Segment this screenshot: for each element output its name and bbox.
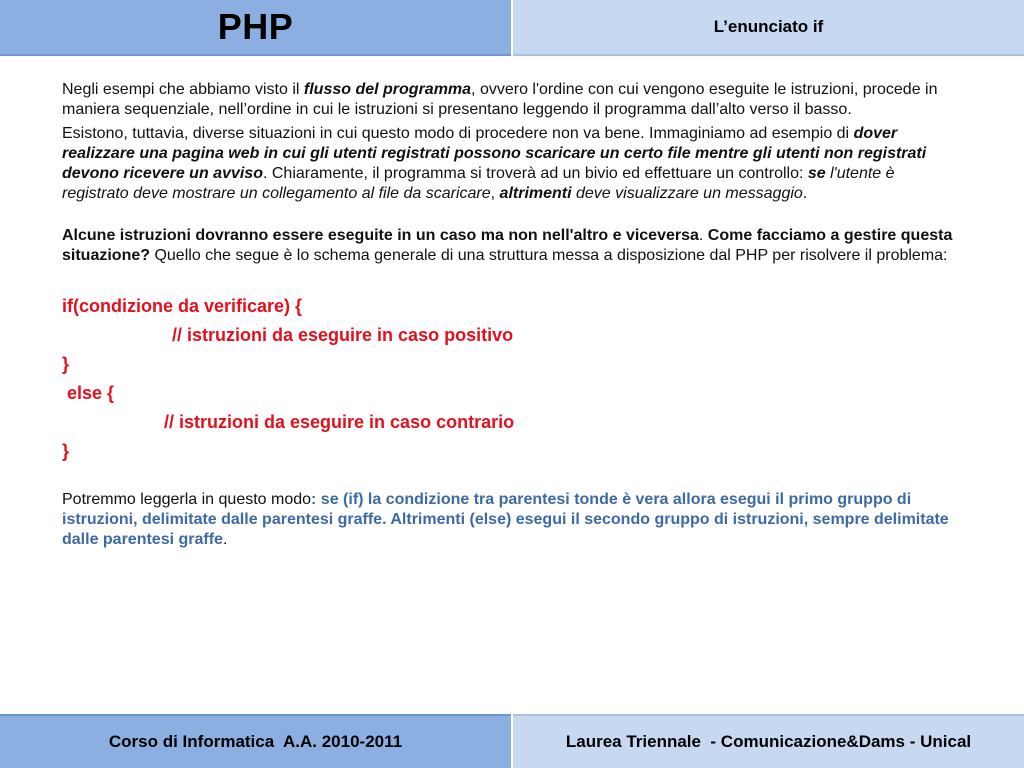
intro-text-2: , ovvero l'ordine con cui vengono eseguite le istruzioni, procede in maniera sequenziale, nell’ordine in cui le istruzioni si presentano leggendo il programma dall’alto verso il basso. <box>62 81 938 118</box>
example-text-3: l'utente è registrato deve mostrare un collegamento al file da scaricare <box>62 165 895 202</box>
code-line-comment-positive: // istruzioni da eseguire in caso positivo <box>172 325 514 345</box>
paragraph-explanation <box>62 490 964 550</box>
footer-right-box <box>513 714 1024 768</box>
example-comma: , <box>490 185 500 202</box>
code-block <box>62 292 964 466</box>
question-bold-2: Come facciamo a gestire questa situazione? <box>62 227 953 264</box>
example-period: . <box>802 185 808 202</box>
paragraph-intro <box>62 80 964 120</box>
question-sep: . <box>698 227 708 244</box>
code-line-comment-negative: // istruzioni da eseguire in caso contrario <box>164 412 515 432</box>
header-title-box <box>0 0 511 56</box>
question-bold-1: Alcune istruzioni dovranno essere eseguite in un caso ma non nell'altro e viceversa <box>62 227 699 244</box>
code-line-if: if(condizione da verificare) { <box>62 296 303 316</box>
example-altrimenti: altrimenti <box>499 185 572 202</box>
header-subtitle: L’enunciato if <box>713 17 824 36</box>
intro-emphasis: flusso del programma <box>303 81 472 98</box>
code-line-close-2: } <box>62 441 70 461</box>
example-text-4: deve visualizzare un messaggio <box>571 185 803 202</box>
example-emphasis: dover realizzare una pagina web in cui gli utenti registrati possono scaricare un certo file mentre gli utenti non registrati devono ricevere un avviso <box>62 125 927 182</box>
header-subtitle-box <box>513 0 1024 56</box>
footer-course: Corso di Informatica A.A. 2010-2011 <box>108 732 403 751</box>
slide-content <box>62 80 964 550</box>
explanation-period: . <box>222 531 228 548</box>
footer-degree: Laurea Triennale - Comunicazione&Dams - Unical <box>565 732 972 751</box>
footer-left-box <box>0 714 511 768</box>
code-line-else: else { <box>62 383 115 403</box>
explanation-blue: : se (if) la condizione tra parentesi tonde è vera allora esegui il primo gruppo di istruzioni, delimitate dalle parentesi graffe. Altrimenti (else) esegui il secondo gruppo di istruzioni, sempre delimitate dalle parentesi graffe <box>62 491 949 548</box>
header-title: PHP <box>217 6 294 47</box>
intro-text-1: Negli esempi che abbiamo visto il <box>62 81 304 98</box>
explanation-text-1: Potremmo leggerla in questo modo <box>62 491 312 508</box>
paragraph-example <box>62 124 964 204</box>
question-text: Quello che segue è lo schema generale di una struttura messa a disposizione dal PHP per risolvere il problema: <box>150 247 948 264</box>
example-text-1: Esistono, tuttavia, diverse situazioni in cui questo modo di procedere non va bene. Immaginiamo ad esempio di <box>62 125 854 142</box>
example-text-2: . Chiaramente, il programma si troverà ad un bivio ed effettuare un controllo: <box>262 165 808 182</box>
paragraph-question <box>62 226 964 266</box>
example-se: se <box>807 165 826 182</box>
code-line-close-1: } <box>62 354 70 374</box>
